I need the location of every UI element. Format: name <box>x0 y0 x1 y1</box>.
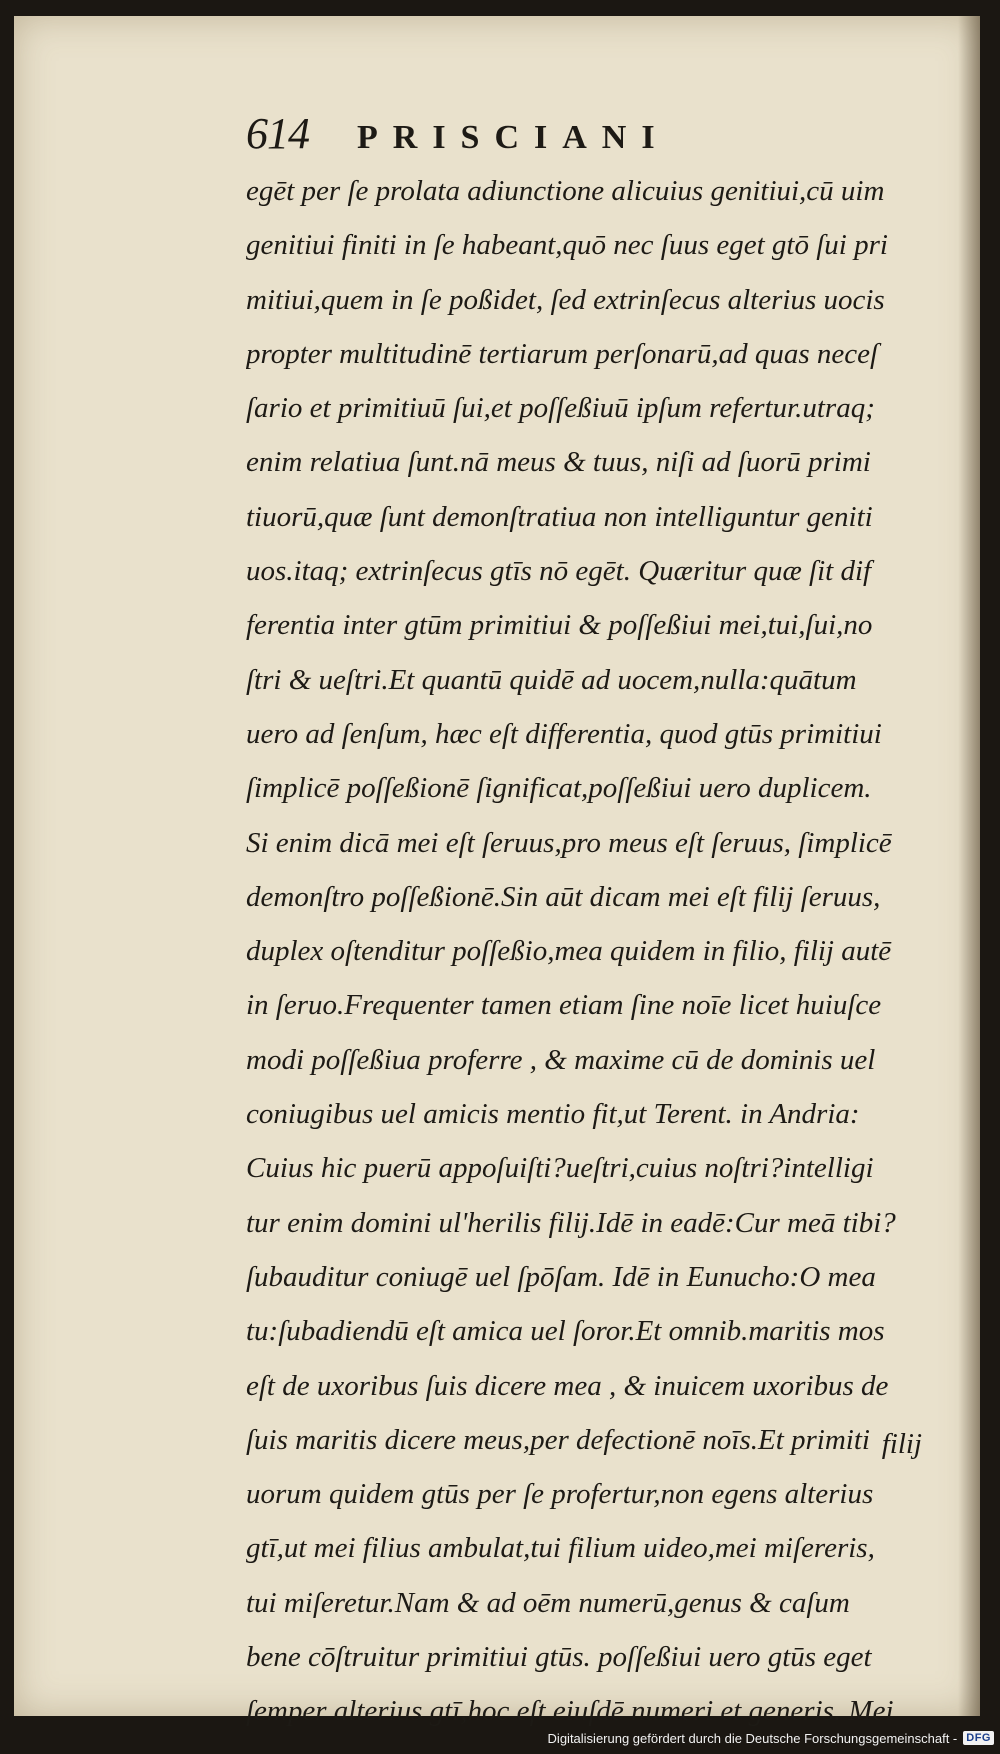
text-line: tui miſeretur.Nam & ad oēm numerū,genus & caſum <box>246 1586 850 1619</box>
text-line: propter multitudinē tertiarum perſonarū,ad quas neceſ <box>246 337 879 370</box>
text-line: ſario et primitiuū ſui,et poſſeßiuū ipſum refertur.utraq; <box>246 392 875 425</box>
digitization-credit <box>548 1724 994 1752</box>
text-line: ſuis maritis dicere meus,per defectionē noīs.Et primiti <box>246 1423 870 1456</box>
text-line: Si enim dicā mei eſt ſeruus,pro meus eſt ſeruus, ſimplicē <box>246 826 892 859</box>
text-line: duplex oſtenditur poſſeßio,mea quidem in filio, filij autē <box>246 935 892 968</box>
text-line: uos.itaq; extrinſecus gtīs nō egēt. Quæritur quæ ſit dif <box>246 555 872 588</box>
text-line: ferentia inter gtūm primitiui & poſſeßiui mei,tui,ſui,no <box>246 609 873 642</box>
text-line: eſt de uxoribus ſuis dicere mea , & inuicem uxoribus de <box>246 1369 889 1402</box>
text-line: in ſeruo.Frequenter tamen etiam ſine noīe licet huiuſce <box>246 989 882 1022</box>
text-line: uero ad ſenſum, hæc eſt differentia, quod gtūs primitiui <box>246 717 882 750</box>
text-line: genitiui finiti in ſe habeant,quō nec ſuus eget gtō ſui pri <box>246 229 888 262</box>
running-head <box>246 108 670 159</box>
text-line: gtī,ut mei filius ambulat,tui filium uideo,mei miſereris, <box>246 1532 875 1565</box>
page-number: 614 <box>246 109 309 158</box>
book-page <box>14 16 980 1728</box>
dfg-logo: DFG <box>963 1731 994 1745</box>
text-line: ſimplicē poſſeßionē ſignificat,poſſeßiui uero duplicem. <box>246 772 872 805</box>
text-line: tiuorū,quæ ſunt demonſtratiua non intelliguntur geniti <box>246 500 873 533</box>
text-line: demonſtro poſſeßionē.Sin aūt dicam mei eſt filij ſeruus, <box>246 880 881 913</box>
credit-text: Digitalisierung gefördert durch die Deutsche Forschungsgemeinschaft - <box>547 1730 958 1746</box>
catchword: filij <box>881 1428 922 1460</box>
text-line: egēt per ſe prolata adiunctione alicuius genitiui,cū uim <box>246 175 885 207</box>
text-line: coniugibus uel amicis mentio fit,ut Terent. in Andria: <box>246 1098 860 1131</box>
text-line: tu:ſubadiendū eſt amica uel ſoror.Et omnib.maritis mos <box>246 1315 885 1348</box>
text-line: tur enim domini ul'herilis filij.Idē in eadē:Cur meā tibi? <box>246 1206 896 1239</box>
running-title: PRISCIANI <box>357 119 670 156</box>
text-line: enim relatiua ſunt.nā meus & tuus, niſi ad ſuorū primi <box>246 446 871 479</box>
text-line: ſtri & ueſtri.Et quantū quidē ad uocem,nulla:quātum <box>246 663 857 696</box>
text-line: mitiui,quem in ſe poßidet, ſed extrinſecus alterius uocis <box>246 283 885 316</box>
text-line: modi poſſeßiua proferre , & maxime cū de dominis uel <box>246 1043 876 1076</box>
text-line: bene cōſtruitur primitiui gtūs. poſſeßiui uero gtūs eget <box>246 1641 872 1674</box>
text-line: ſubauditur coniugē uel ſpōſam. Idē in Eunucho:O mea <box>246 1260 876 1293</box>
text-line: uorum quidem gtūs per ſe profertur,non egens alterius <box>246 1478 874 1511</box>
text-line: ſemper alterius gtī,hoc eſt eiuſdē numeri et generis. Mei <box>246 1695 894 1728</box>
text-block <box>246 164 936 1739</box>
page-edge-shadow <box>958 16 980 1716</box>
text-line: Cuius hic puerū appoſuiſti?ueſtri,cuius noſtri?intelligi <box>246 1152 874 1185</box>
